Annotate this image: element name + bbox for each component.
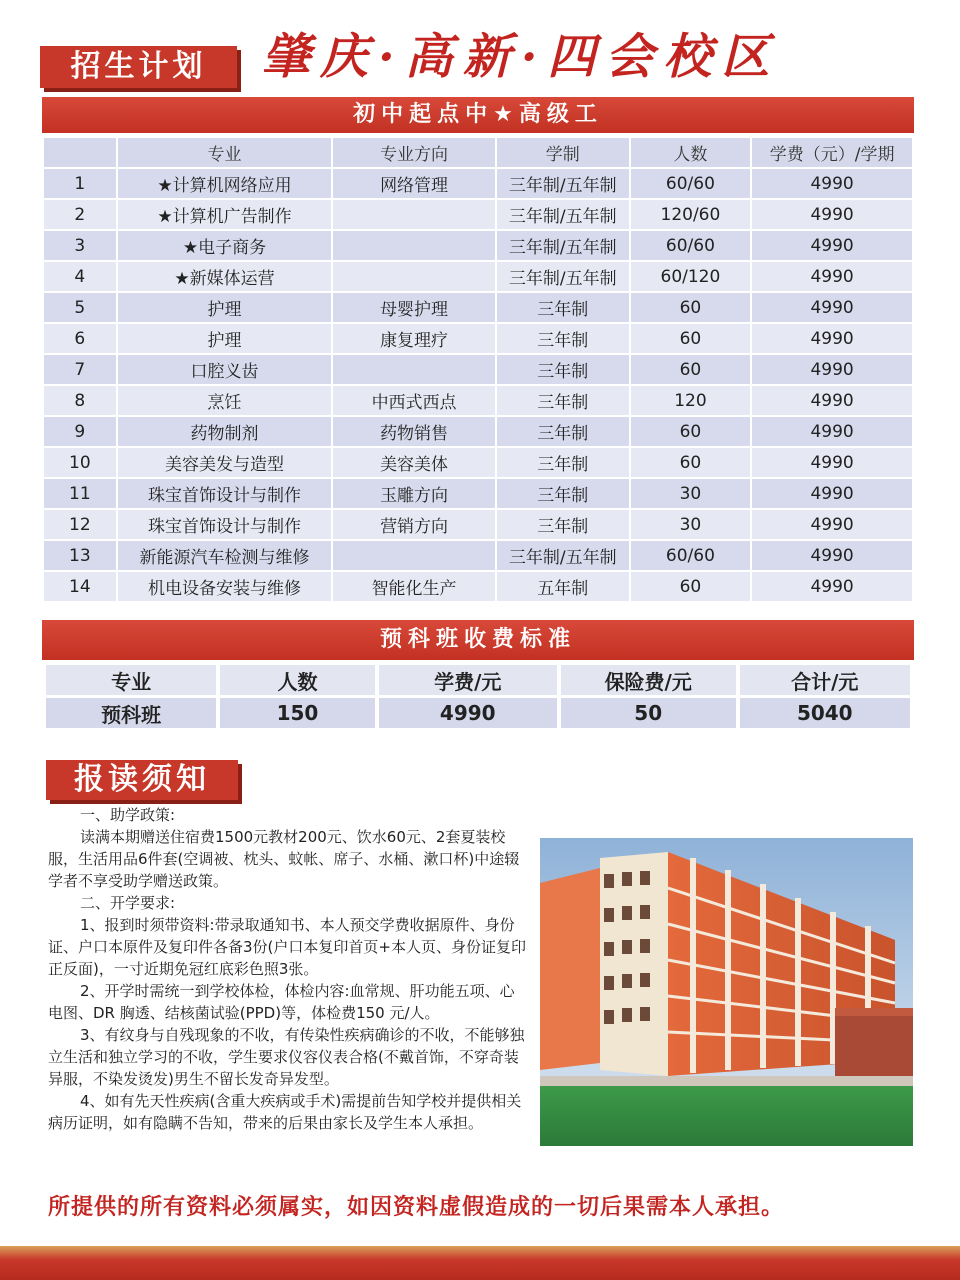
table-row [44, 510, 912, 539]
row-duration: 三年制/五年制 [497, 541, 629, 570]
prep-header-fee: 学费/元 [379, 665, 557, 695]
row-quota: 60/60 [631, 231, 751, 260]
row-fee: 4990 [752, 200, 912, 229]
row-fee: 4990 [752, 231, 912, 260]
row-fee: 4990 [752, 169, 912, 198]
row-direction [333, 200, 494, 229]
row-fee: 4990 [752, 324, 912, 353]
row-major: 珠宝首饰设计与制作 [118, 479, 332, 508]
table-row [44, 386, 912, 415]
enrollment-table [42, 136, 914, 603]
row-quota: 30 [631, 479, 751, 508]
requirement-item-3: 3、有纹身与自残现象的不收，有传染性疾病确诊的不收，不能够独立生活和独立学习的不收，学生要求仪容仪表合格(不戴首饰，不穿奇装异服，不染发烫发)男生不留长发奇异发型。 [48, 1026, 525, 1088]
row-no: 7 [44, 355, 116, 384]
row-no: 4 [44, 262, 116, 291]
column-header-fee: 学费（元）/学期 [752, 138, 912, 167]
row-duration: 三年制 [497, 386, 629, 415]
row-no: 2 [44, 200, 116, 229]
table-row [44, 231, 912, 260]
notice-text [48, 804, 528, 1134]
row-quota: 60 [631, 293, 751, 322]
policy-heading: 一、助学政策: [80, 806, 176, 824]
row-duration: 三年制 [497, 448, 629, 477]
prep-header-total: 合计/元 [740, 665, 910, 695]
row-quota: 60/60 [631, 169, 751, 198]
row-major: 美容美发与造型 [118, 448, 332, 477]
row-duration: 三年制 [497, 479, 629, 508]
prep-header-row [46, 665, 910, 695]
column-header-major: 专业 [118, 138, 332, 167]
requirements-heading: 二、开学要求: [80, 894, 176, 912]
column-header-quota: 人数 [631, 138, 751, 167]
row-major: 药物制剂 [118, 417, 332, 446]
table-row [44, 324, 912, 353]
row-fee: 4990 [752, 417, 912, 446]
table-row [44, 293, 912, 322]
row-quota: 60 [631, 417, 751, 446]
prep-major: 预科班 [46, 698, 216, 728]
plan-badge: 招生计划 [40, 46, 237, 88]
row-duration: 三年制/五年制 [497, 262, 629, 291]
row-quota: 60 [631, 572, 751, 601]
row-no: 9 [44, 417, 116, 446]
row-quota: 60/120 [631, 262, 751, 291]
prep-fee: 4990 [379, 698, 557, 728]
disclaimer: 所提供的所有资料必须属实，如因资料虚假造成的一切后果需本人承担。 [48, 1195, 785, 1220]
row-no: 12 [44, 510, 116, 539]
row-no: 1 [44, 169, 116, 198]
row-quota: 120 [631, 386, 751, 415]
row-fee: 4990 [752, 293, 912, 322]
row-no: 5 [44, 293, 116, 322]
row-direction: 中西式西点 [333, 386, 494, 415]
footer-bar [0, 1246, 960, 1280]
row-quota: 60/60 [631, 541, 751, 570]
row-fee: 4990 [752, 355, 912, 384]
row-major: 机电设备安装与维修 [118, 572, 332, 601]
row-fee: 4990 [752, 448, 912, 477]
row-direction: 智能化生产 [333, 572, 494, 601]
row-major: 新能源汽车检测与维修 [118, 541, 332, 570]
row-major: ★新媒体运营 [118, 262, 332, 291]
table-row [44, 479, 912, 508]
table-header-row [44, 138, 912, 167]
row-quota: 60 [631, 324, 751, 353]
row-duration: 三年制 [497, 293, 629, 322]
row-duration: 三年制/五年制 [497, 231, 629, 260]
row-fee: 4990 [752, 541, 912, 570]
row-direction [333, 355, 494, 384]
row-duration: 三年制/五年制 [497, 169, 629, 198]
row-no: 10 [44, 448, 116, 477]
row-major: 口腔义齿 [118, 355, 332, 384]
row-direction: 美容美体 [333, 448, 494, 477]
row-direction: 母婴护理 [333, 293, 494, 322]
row-direction: 营销方向 [333, 510, 494, 539]
table-row [44, 448, 912, 477]
row-duration: 五年制 [497, 572, 629, 601]
row-duration: 三年制 [497, 324, 629, 353]
row-fee: 4990 [752, 572, 912, 601]
row-major: ★电子商务 [118, 231, 332, 260]
notice-badge: 报读须知 [46, 760, 238, 800]
table-row [44, 200, 912, 229]
table-row [44, 572, 912, 601]
row-direction [333, 541, 494, 570]
row-no: 13 [44, 541, 116, 570]
row-fee: 4990 [752, 386, 912, 415]
policy-body: 读满本期赠送住宿费1500元教材200元、饮水60元、2套夏装校服，生活用品6件套(空调被、枕头、蚊帐、席子、水桶、漱口杯)中途辍学者不享受助学赠送政策。 [48, 828, 520, 890]
building-illustration [540, 838, 913, 1146]
row-no: 3 [44, 231, 116, 260]
row-quota: 30 [631, 510, 751, 539]
column-header-no [44, 138, 116, 167]
row-duration: 三年制 [497, 417, 629, 446]
row-direction [333, 231, 494, 260]
prep-header-insurance: 保险费/元 [561, 665, 736, 695]
prep-insurance: 50 [561, 698, 736, 728]
requirement-item-2: 2、开学时需统一到学校体检，体检内容:血常规、肝功能五项、心电图、DR 胸透、结核菌试验(PPD)等，体检费150 元/人。 [48, 982, 515, 1022]
campus-title: 肇庆·高新·四会校区 [262, 29, 780, 85]
row-major: ★计算机广告制作 [118, 200, 332, 229]
row-no: 14 [44, 572, 116, 601]
prep-header-major: 专业 [46, 665, 216, 695]
row-major: 护理 [118, 293, 332, 322]
row-duration: 三年制 [497, 355, 629, 384]
prep-table-banner: 预科班收费标准 [42, 620, 914, 660]
requirement-item-4: 4、如有先天性疾病(含重大疾病或手术)需提前告知学校并提供相关病历证明，如有隐瞒不告知，带来的后果由家长及学生本人承担。 [48, 1092, 522, 1132]
table-row [44, 417, 912, 446]
prep-total: 5040 [740, 698, 910, 728]
table-row [44, 169, 912, 198]
row-quota: 120/60 [631, 200, 751, 229]
row-direction: 药物销售 [333, 417, 494, 446]
row-quota: 60 [631, 355, 751, 384]
table-row [44, 541, 912, 570]
prep-quota: 150 [220, 698, 374, 728]
row-major: 珠宝首饰设计与制作 [118, 510, 332, 539]
row-quota: 60 [631, 448, 751, 477]
row-duration: 三年制/五年制 [497, 200, 629, 229]
requirement-item-1: 1、报到时须带资料:带录取通知书、本人预交学费收据原件、身份证、户口本原件及复印件各备3份(户口本复印首页+本人页、身份证复印正反面)，一寸近期免冠红底彩色照3张。 [48, 916, 526, 978]
row-no: 8 [44, 386, 116, 415]
row-fee: 4990 [752, 262, 912, 291]
row-direction: 玉雕方向 [333, 479, 494, 508]
prep-header-quota: 人数 [220, 665, 374, 695]
prep-row [46, 698, 910, 728]
row-direction: 康复理疗 [333, 324, 494, 353]
row-major: ★计算机网络应用 [118, 169, 332, 198]
row-major: 护理 [118, 324, 332, 353]
row-fee: 4990 [752, 479, 912, 508]
campus-building-photo [540, 838, 913, 1146]
main-table-banner: 初中起点中★高级工 [42, 97, 914, 133]
column-header-duration: 学制 [497, 138, 629, 167]
column-header-direction: 专业方向 [333, 138, 494, 167]
row-major: 烹饪 [118, 386, 332, 415]
row-direction: 网络管理 [333, 169, 494, 198]
table-row [44, 262, 912, 291]
row-duration: 三年制 [497, 510, 629, 539]
row-direction [333, 262, 494, 291]
row-no: 11 [44, 479, 116, 508]
header [0, 0, 960, 95]
prep-fee-table [42, 662, 914, 731]
table-row [44, 355, 912, 384]
row-no: 6 [44, 324, 116, 353]
row-fee: 4990 [752, 510, 912, 539]
